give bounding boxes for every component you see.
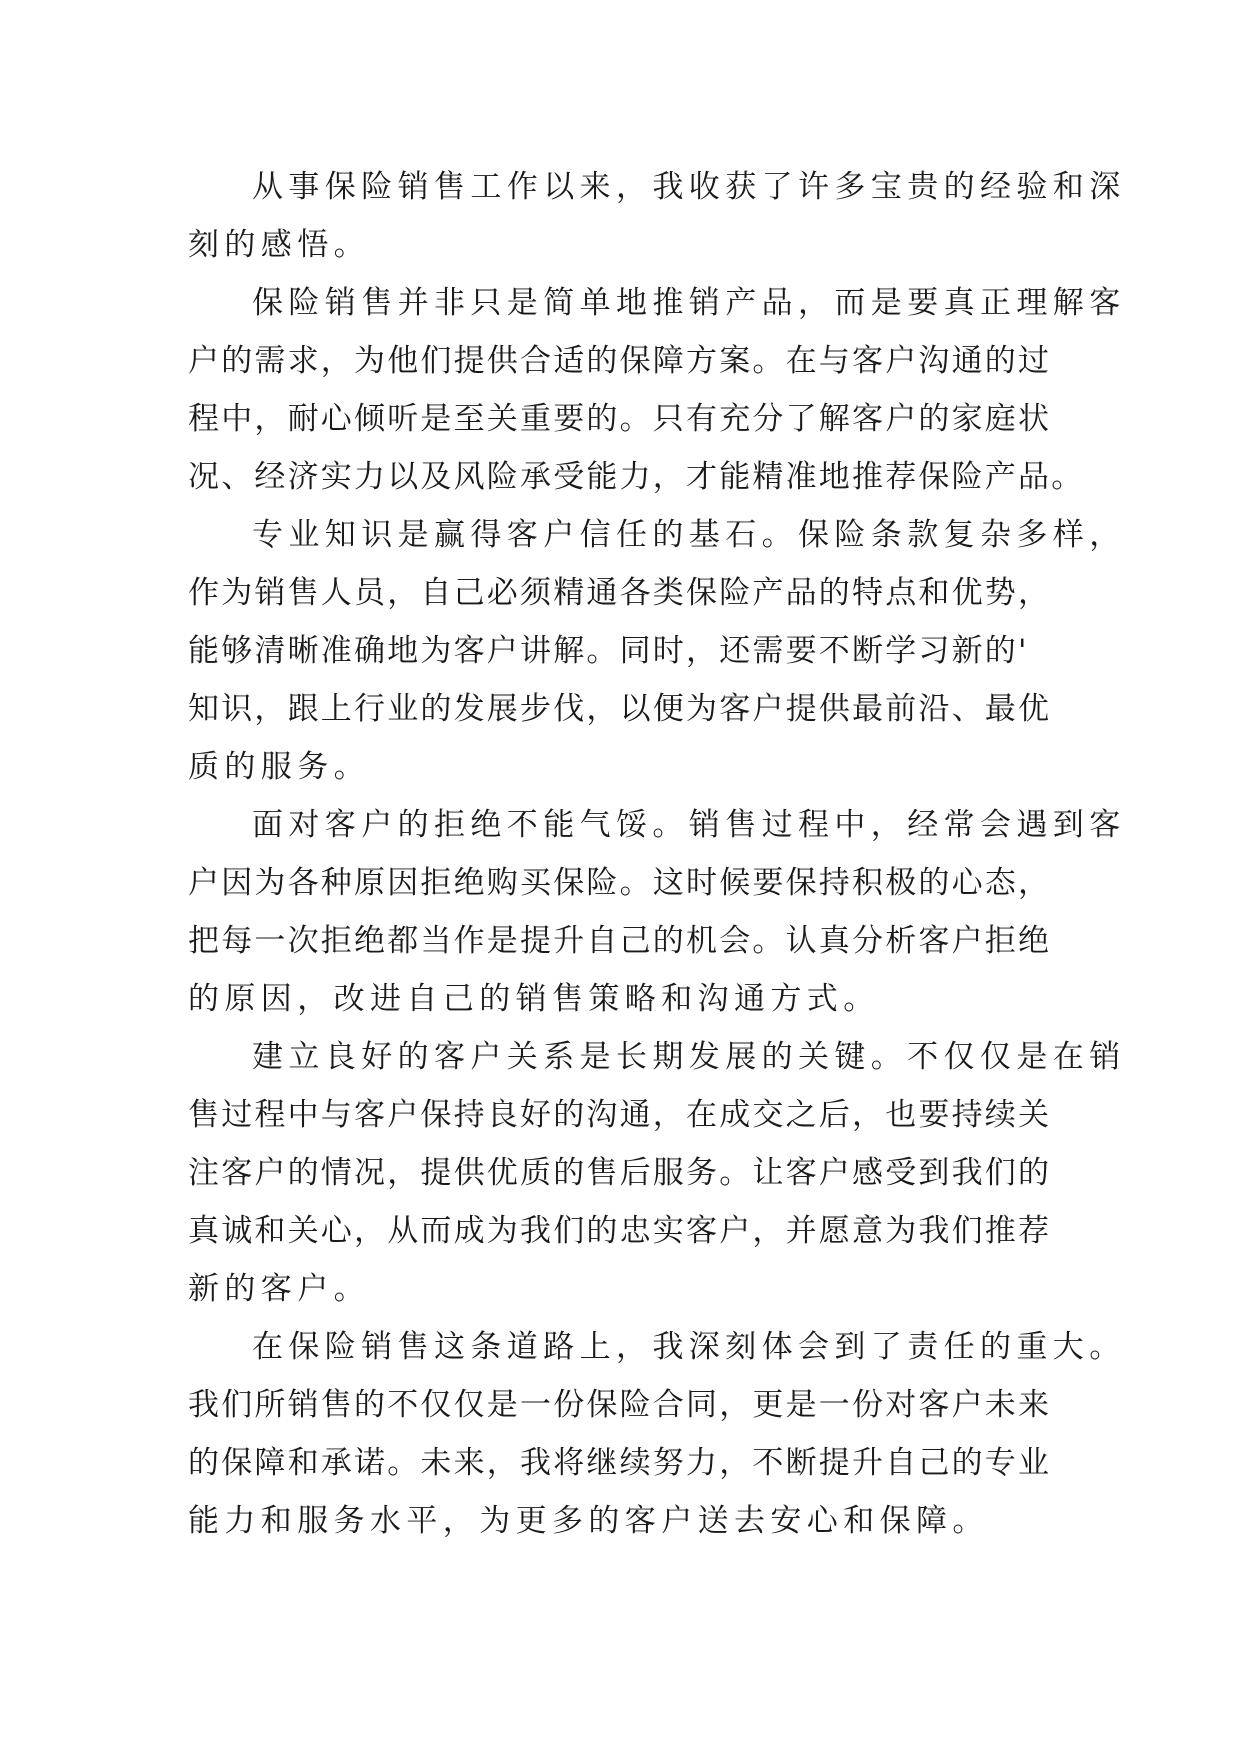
text-line: 况、经济实力以及风险承受能力，才能精准地推荐保险产品。 [188,459,1085,495]
text-line: 面对客户的拒绝不能气馁。销售过程中，经常会遇到客 [252,807,1126,843]
text-line: 能够清晰准确地为客户讲解。同时，还需要不断学习新的' [188,633,1029,669]
text-line: 作为销售人员，自己必须精通各类保险产品的特点和优势， [188,575,1052,611]
paragraph-3 [188,506,1126,796]
document-body [188,158,1126,1550]
text-line: 的原因，改进自己的销售策略和沟通方式。 [188,981,880,1017]
text-line: 程中，耐心倾听是至关重要的。只有充分了解客户的家庭状 [188,401,1052,437]
text-line: 户因为各种原因拒绝购买保险。这时候要保持积极的心态， [188,865,1052,901]
paragraph-2 [188,274,1126,506]
paragraph-6 [188,1318,1126,1550]
text-line: 刻的感悟。 [188,227,370,263]
text-line: 知识，跟上行业的发展步伐，以便为客户提供最前沿、最优 [188,691,1052,727]
text-line: 真诚和关心，从而成为我们的忠实客户，并愿意为我们推荐 [188,1213,1052,1249]
text-line: 质的服务。 [188,749,370,785]
paragraph-4 [188,796,1126,1028]
paragraph-1 [188,158,1126,274]
text-line: 注客户的情况，提供优质的售后服务。让客户感受到我们的 [188,1155,1052,1191]
text-line: 保险销售并非只是简单地推销产品，而是要真正理解客 [252,285,1126,321]
text-line: 专业知识是赢得客户信任的基石。保险条款复杂多样， [252,517,1126,553]
paragraph-5 [188,1028,1126,1318]
text-line: 建立良好的客户关系是长期发展的关键。不仅仅是在销 [252,1039,1126,1075]
text-line: 新的客户。 [188,1271,370,1307]
text-line: 能力和服务水平，为更多的客户送去安心和保障。 [188,1503,989,1539]
text-line: 我们所销售的不仅仅是一份保险合同，更是一份对客户未来 [188,1387,1052,1423]
text-line: 把每一次拒绝都当作是提升自己的机会。认真分析客户拒绝 [188,923,1052,959]
text-line: 从事保险销售工作以来，我收获了许多宝贵的经验和深 [252,169,1126,205]
text-line: 售过程中与客户保持良好的沟通，在成交之后，也要持续关 [188,1097,1052,1133]
text-line: 户的需求，为他们提供合适的保障方案。在与客户沟通的过 [188,343,1052,379]
text-line: 在保险销售这条道路上，我深刻体会到了责任的重大。 [252,1329,1126,1365]
text-line: 的保障和承诺。未来，我将继续努力，不断提升自己的专业 [188,1445,1052,1481]
